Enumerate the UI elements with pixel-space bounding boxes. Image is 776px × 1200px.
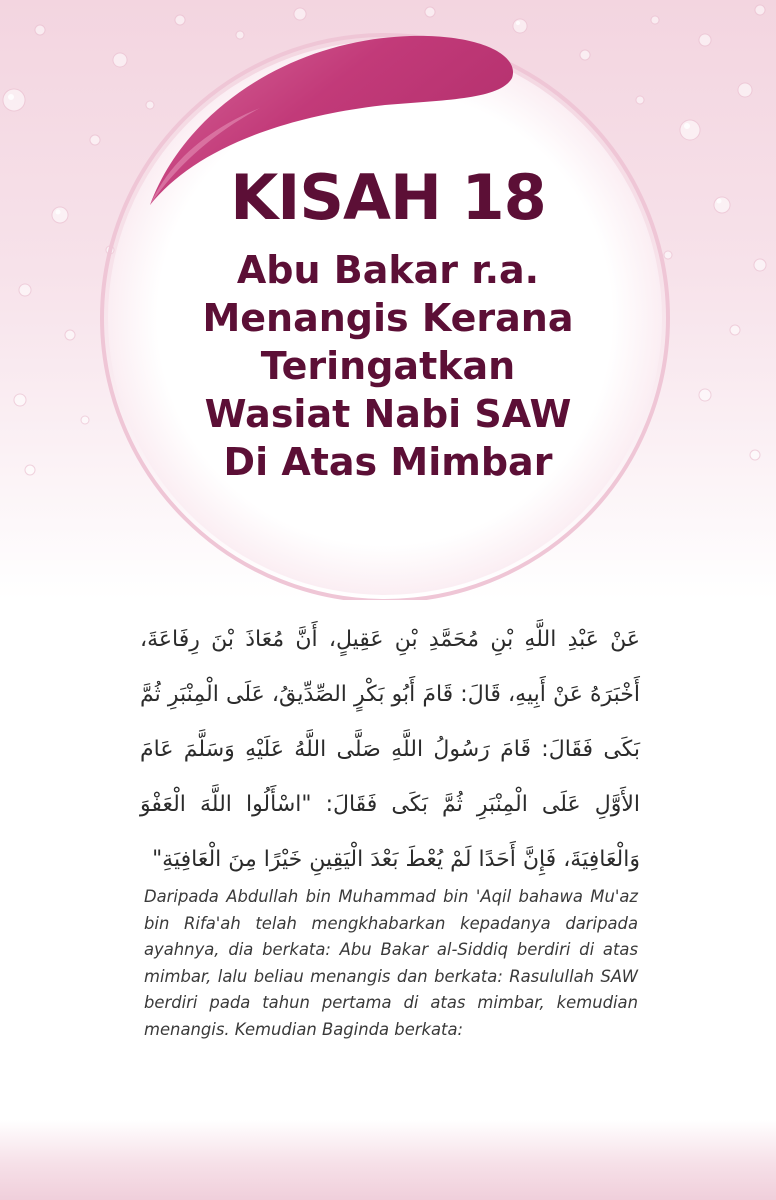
hadith-translation-text: Daripada Abdullah bin Muhammad bin 'Aqil bahawa Mu'az bin Rifa'ah telah mengkhabarkan kepadanya daripada ayahnya, dia berkata: Abu Bakar al-Siddiq berdiri di atas mimbar, lalu beliau menangis dan berkata: Rasulullah SAW berdiri pada tahun pertama di atas mimbar, kemudian menangis. Kemudian Baginda berkata: (144, 887, 638, 1039)
story-title-line: Di Atas Mimbar (223, 440, 553, 484)
story-title-line: Wasiat Nabi SAW (204, 392, 572, 436)
story-title (160, 246, 616, 486)
story-number-heading: KISAH 18 (230, 161, 546, 234)
story-title-line: Teringatkan (260, 344, 516, 388)
hadith-arabic-text: عَنْ عَبْدِ اللَّهِ بْنِ مُحَمَّدِ بْنِ عَقِيلٍ، أَنَّ مُعَاذَ بْنَ رِفَاعَةَ، أَخْبَرَهُ عَنْ أَبِيهِ، قَالَ: قَامَ أَبُو بَكْرٍ الصِّدِّيقُ، عَلَى الْمِنْبَرِ ثُمَّ بَكَى فَقَالَ: قَامَ رَسُولُ اللَّهِ صَلَّى اللَّهُ عَلَيْهِ وَسَلَّمَ عَامَ الأَوَّلِ عَلَى الْمِنْبَرِ ثُمَّ بَكَى فَقَالَ: "اسْأَلُوا اللَّهَ الْعَفْوَ وَالْعَافِيَةَ، فَإِنَّ أَحَدًا لَمْ يُعْطَ بَعْدَ الْيَقِينِ خَيْرًا مِنَ الْعَافِيَةِ" (140, 627, 640, 872)
story-title-block (160, 160, 616, 486)
story-title-line: Menangis Kerana (202, 296, 574, 340)
pink-footer-background (0, 1120, 776, 1200)
story-title-line: Abu Bakar r.a. (236, 248, 540, 292)
